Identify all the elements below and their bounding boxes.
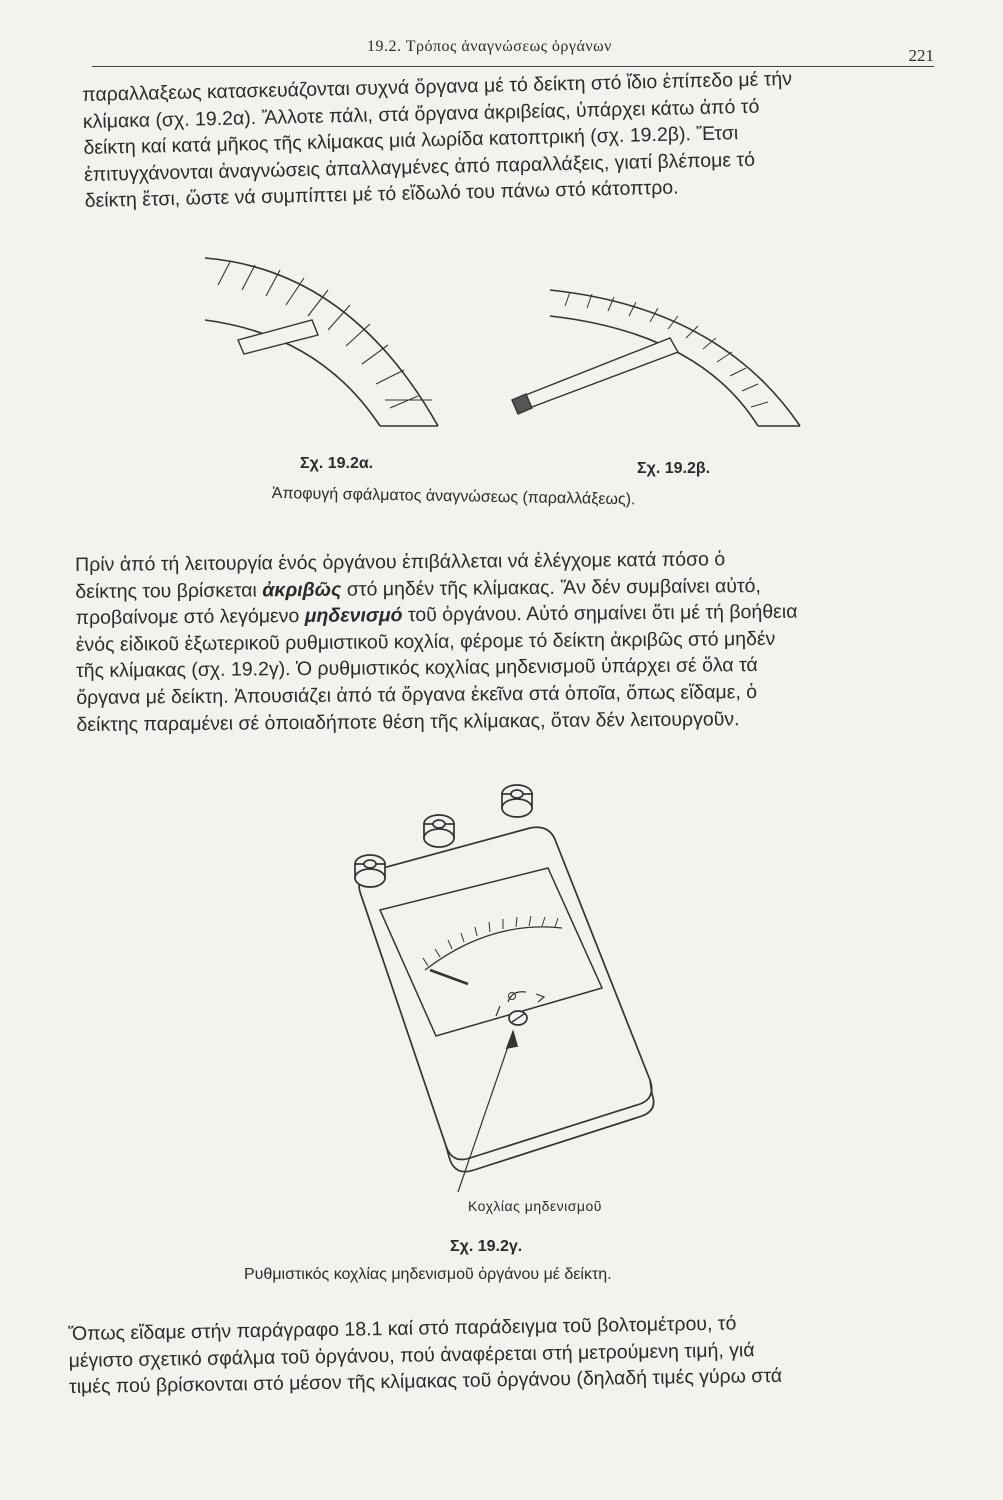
figure-c-caption: Ρυθμιστικός κοχλίας μηδενισμοῦ ὀργάνου μέ δείκτη. (244, 1266, 612, 1283)
text-line: τιμές πού βρίσκονται στό μέσον τῆς κλίμακας τοῦ ὀργάνου (δηλαδή τιμές γύρω στά (68, 1364, 783, 1399)
text-line: κλίμακα (σχ. 19.2α). Ἄλλοτε πάλι, στά ὄργανα ἀκριβείας, ὑπάρχει κάτω ἀπό τό (82, 95, 760, 133)
figure-ab-caption: Ἀποφυγή σφάλματος ἀναγνώσεως (παραλλάξεως). (271, 485, 636, 509)
text-run: δείκτης του βρίσκεται (75, 578, 263, 603)
text-line: ὄργανα μέ δείκτη. Ἀπουσιάζει ἀπό τά ὄργανα ἐκεῖνα στά ὁποῖα, ὅπως εἴδαμε, ὁ (76, 681, 758, 709)
figure-19-2b-mirror-scale-drawing (510, 278, 810, 438)
text-line: Ὅπως εἴδαμε στήν παράγραφο 18.1 καί στό παράδειγμα τοῦ βολτομέτρου, τό (68, 1312, 737, 1345)
running-header (92, 36, 934, 67)
text-line: Πρίν ἀπό τή λειτουργία ἑνός ὀργάνου ἐπιβάλλεται νά ἐλέγχομε κατά πόσο ὁ (75, 548, 726, 576)
figure-label-c: Σχ. 19.2γ. (450, 1238, 523, 1255)
figure-19-2c-instrument-drawing (340, 780, 670, 1200)
text-line: ἐπιτυγχάνονται ἀναγνώσεις ἀπαλλαγμένες ἀπό παραλλάξεις, γιατί βλέπομε τό (83, 148, 756, 186)
page-number: 221 (908, 46, 934, 65)
emphasis-midenismo: μηδενισμό (304, 604, 403, 628)
figure-label-a: Σχ. 19.2α. (300, 455, 374, 472)
text-run: τοῦ ὀργάνου. Αὐτό σημαίνει ὅτι μέ τή βοήθεια (402, 600, 798, 627)
text-line: ἑνός εἰδικοῦ ἐξωτερικοῦ ρυθμιστικοῦ κοχλία, φέρομε τό δείκτη ἀκριβῶς στό μηδέν (75, 627, 776, 656)
text-run: προβαίνομε στό λεγόμενο (75, 605, 305, 630)
text-line: μέγιστο σχετικό σφάλμα τοῦ ὀργάνου, πού ἀναφέρεται στή μετρούμενη τιμή, γιά (68, 1338, 755, 1372)
text-run: στό μηδέν τῆς κλίμακας. Ἄν δέν συμβαίνει αὐτό, (341, 574, 761, 601)
zero-screw-callout: Κοχλίας μηδενισμοῦ (468, 1198, 602, 1214)
text-line: δείκτη ἔτσι, ὥστε νά συμπίπτει μέ τό εἴδωλό του πάνω στό κάτοπτρο. (84, 176, 679, 213)
text-line: παραλλαξεως κατασκευάζονται συχνά ὄργανα μέ τό δείκτη στό ἴδιο ἐπίπεδο μέ τήν (82, 67, 793, 106)
header-title: 19.2. Τρόπος ἀναγνώσεως ὀργάνων (367, 38, 612, 55)
paragraph-relative-error (68, 1307, 935, 1400)
figure-19-2a-scale-drawing (200, 250, 460, 440)
text-line: τῆς κλίμακας (σχ. 19.2γ). Ὁ ρυθμιστικός κοχλίας μηδενισμοῦ ὑπάρχει σέ ὅλα τά (75, 654, 758, 683)
paragraph-zeroing (75, 544, 939, 738)
paragraph-parallax (82, 63, 943, 215)
text-line: δείκτης παραμένει σέ ὁποιαδήποτε θέση τῆς κλίμακας, ὅταν δέν λειτουργοῦν. (76, 707, 740, 736)
figure-label-b: Σχ. 19.2β. (637, 460, 711, 477)
emphasis-akrivos: ἀκριβῶς (262, 578, 342, 601)
text-line: δείκτη καί κατά μῆκος τῆς κλίμακας μιά λωρίδα κατοπτρική (σχ. 19.2β). Ἔτσι (83, 122, 739, 160)
